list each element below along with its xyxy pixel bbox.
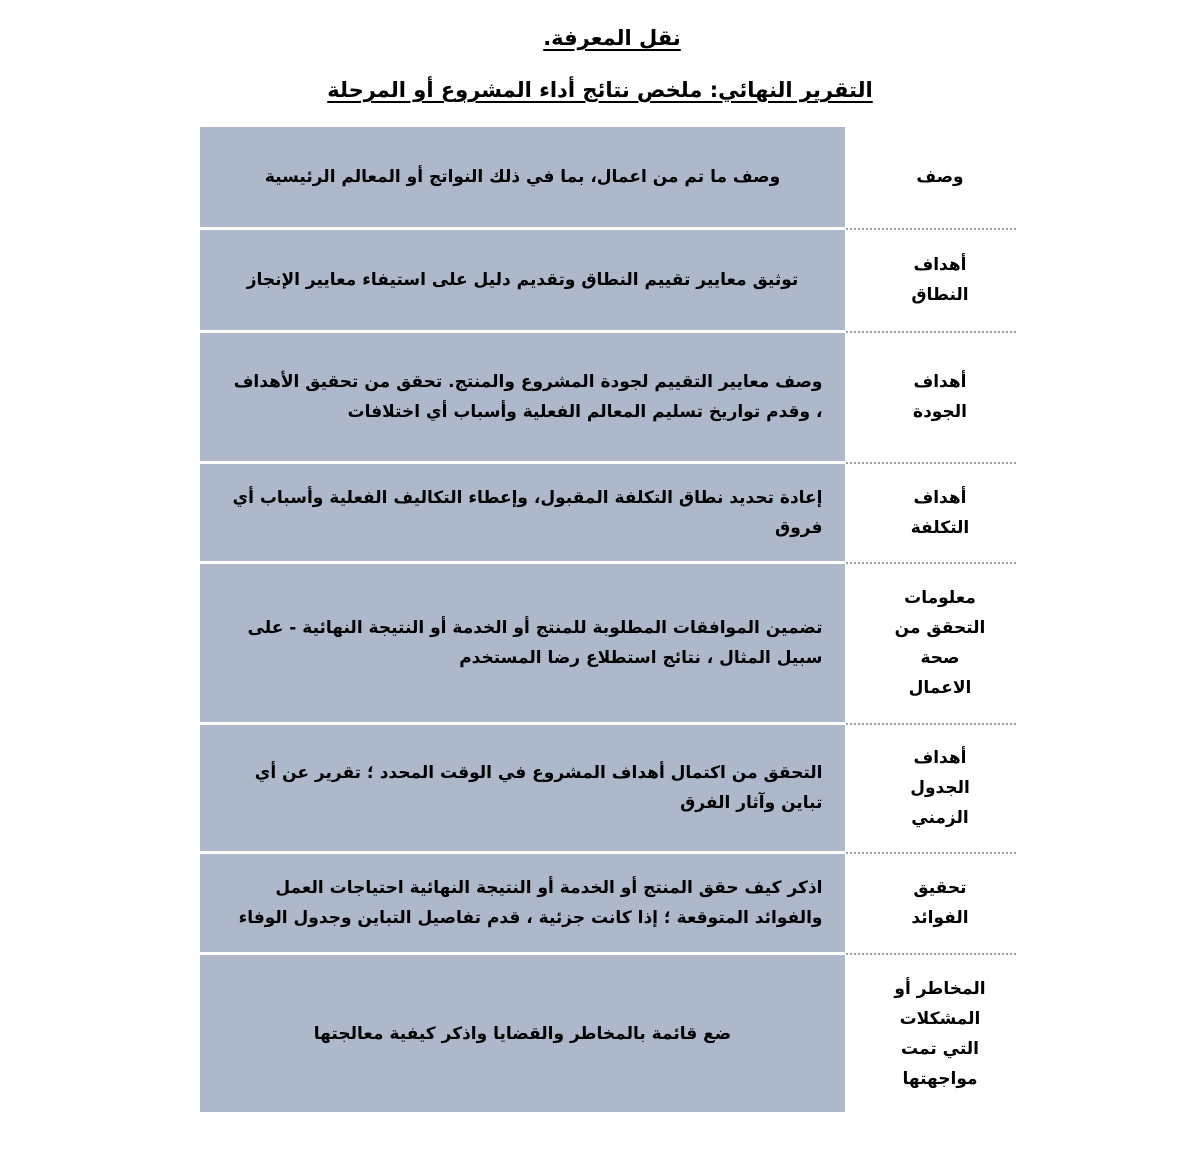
row-label: أهداف الجدول الزمني <box>910 748 970 828</box>
row-label-cell <box>860 725 1020 851</box>
table-cell <box>200 955 845 1112</box>
table-row-benefits <box>0 854 1200 952</box>
table-row-description <box>0 127 1200 227</box>
row-label: وصف <box>916 167 964 187</box>
row-text: تضمين الموافقات المطلوبة للمنتج أو الخدمة أو النتيجة النهائية - على سبيل المثال ، نتائج استطلاع رضا المستخدم <box>247 618 823 668</box>
table-row-quality <box>0 333 1200 461</box>
document-title: نقل المعرفة. <box>543 26 681 50</box>
table-row-scope <box>0 230 1200 330</box>
table-row-cost <box>0 464 1200 561</box>
row-label: المخاطر أو المشكلات التي تمت مواجهتها <box>894 978 986 1089</box>
row-text: إعادة تحديد نطاق التكلفة المقبول، وإعطاء التكاليف الفعلية وأسباب أي فروق <box>232 487 823 538</box>
row-text: وصف معايير التقييم لجودة المشروع والمنتج. تحقق من تحقيق الأهداف ، وقدم تواريخ تسليم المعالم الفعلية وأسباب أي اختلافات <box>233 372 823 422</box>
table-cell <box>200 464 845 561</box>
row-label-cell <box>860 854 1020 952</box>
table-cell <box>200 230 845 330</box>
document-subtitle: التقرير النهائي: ملخص نتائج أداء المشروع أو المرحلة <box>327 78 873 102</box>
row-label: أهداف التكلفة <box>910 487 970 538</box>
row-label-cell <box>860 955 1020 1112</box>
row-label: أهداف النطاق <box>911 255 969 305</box>
row-text: اذكر كيف حقق المنتج أو الخدمة أو النتيجة النهائية احتياجات العمل والفوائد المتوقعة ؛ إذا كانت جزئية ، قدم تفاصيل التباين وجدول الوفاء <box>238 878 823 928</box>
row-label-cell <box>860 464 1020 561</box>
row-label-cell <box>860 127 1020 227</box>
row-label-cell <box>860 333 1020 461</box>
row-label-cell <box>860 230 1020 330</box>
row-text: توثيق معايير تقييم النطاق وتقديم دليل على استيفاء معايير الإنجاز <box>246 270 799 290</box>
table-cell <box>200 564 845 722</box>
table-cell <box>200 333 845 461</box>
row-label: معلومات التحقق من صحة الاعمال <box>894 588 986 698</box>
row-text: التحقق من اكتمال أهداف المشروع في الوقت المحدد ؛ تقرير عن أي تباين وآثار الفرق <box>254 763 823 813</box>
table-cell <box>200 127 845 227</box>
row-label: أهداف الجودة <box>913 372 967 422</box>
table-cell <box>200 854 845 952</box>
table-row-risks <box>0 955 1200 1112</box>
table-row-schedule <box>0 725 1200 851</box>
row-text: وصف ما تم من اعمال، بما في ذلك النواتج أو المعالم الرئيسية <box>264 167 781 187</box>
row-label: تحقيق الفوائد <box>911 878 969 928</box>
report-table <box>0 127 1200 1112</box>
table-row-validation <box>0 564 1200 722</box>
table-cell <box>200 725 845 851</box>
row-text: ضع قائمة بالمخاطر والقضايا واذكر كيفية معالجتها <box>313 1023 732 1044</box>
row-label-cell <box>860 564 1020 722</box>
